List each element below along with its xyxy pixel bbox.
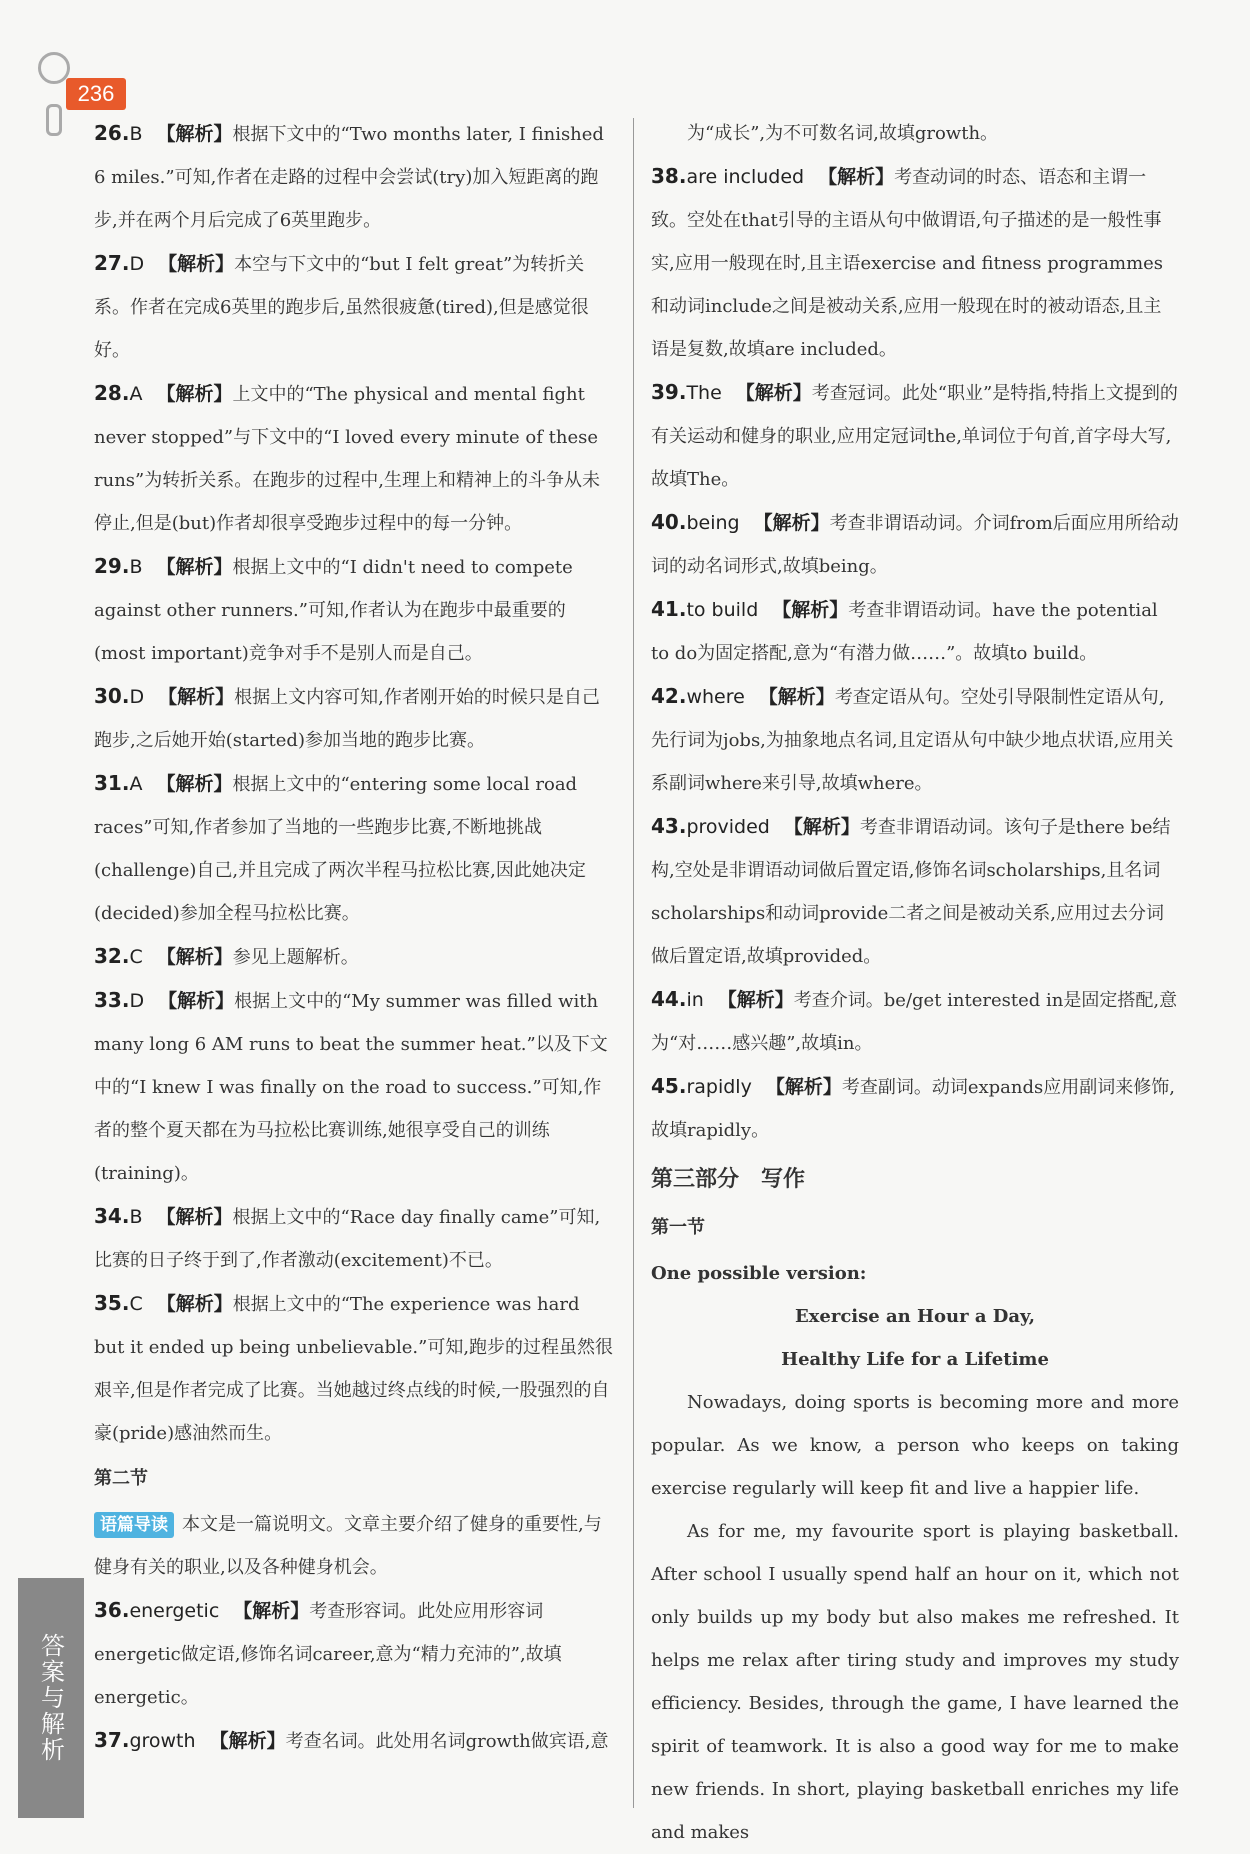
answer-value: D bbox=[129, 253, 145, 275]
analysis-text: 上文中的“The physical and mental fight never stopped”与下文中的“I loved every minute of these runs”为转折关系。在跑步的过程中,生理上和精神上的斗争从未停止,但是(but)作者却很享受跑步过程中的每一分钟。 bbox=[94, 384, 600, 534]
analysis-tag: 【解析】 bbox=[158, 253, 235, 275]
answer-value: C bbox=[129, 1293, 143, 1315]
answer-list bbox=[94, 112, 614, 1455]
answer-number: 27. bbox=[94, 251, 130, 275]
answer-value: are included bbox=[686, 166, 805, 188]
left-column bbox=[94, 112, 614, 1763]
analysis-text: 考查副词。动词expands应用副词来修饰,故填rapidly。 bbox=[651, 1077, 1175, 1141]
analysis-text: 根据上文中的“Race day finally came”可知,比赛的日子终于到了,作者激动(excitement)不已。 bbox=[94, 1207, 601, 1271]
answer-value: B bbox=[129, 1206, 143, 1228]
analysis-tag: 【解析】 bbox=[158, 686, 235, 708]
answer-number: 41. bbox=[651, 597, 687, 621]
reading-guide-badge: 语篇导读 bbox=[94, 1512, 174, 1538]
analysis-tag: 【解析】 bbox=[735, 382, 812, 404]
analysis-text: 考查名词。此处用名词growth做宾语,意 bbox=[285, 1731, 609, 1752]
analysis-text: 根据上文中的“The experience was hard but it ended up being unbelievable.”可知,跑步的过程虽然很艰辛,但是作者完成了比赛。当她越过终点线的时候,一股强烈的自豪(pride)感油然而生。 bbox=[94, 1294, 614, 1444]
answer-number: 26. bbox=[94, 121, 130, 145]
answer-number: 36. bbox=[94, 1598, 130, 1622]
analysis-tag: 【解析】 bbox=[717, 989, 794, 1011]
analysis-tag: 【解析】 bbox=[209, 1730, 286, 1752]
section-1-title: 第一节 bbox=[651, 1217, 705, 1238]
answer-number: 39. bbox=[651, 380, 687, 404]
analysis-tag: 【解析】 bbox=[156, 556, 233, 578]
answer-item bbox=[651, 371, 1179, 501]
answer-value: growth bbox=[129, 1730, 196, 1752]
answer-item bbox=[651, 805, 1179, 978]
answer-item bbox=[94, 762, 614, 935]
answer-item bbox=[94, 242, 614, 372]
analysis-tag: 【解析】 bbox=[765, 1076, 842, 1098]
analysis-text: 根据上文中的“I didn't need to compete against other runners.”可知,作者认为在跑步中最重要的(most important)竞争对手不是别人而是自己。 bbox=[94, 557, 573, 664]
analysis-text: 根据下文中的“Two months later, I finished 6 miles.”可知,作者在走路的过程中会尝试(try)加入短距离的跑步,并在两个月后完成了6英里跑步。 bbox=[94, 124, 604, 231]
answer-value: being bbox=[686, 512, 740, 534]
binder-clip-icon bbox=[46, 104, 62, 136]
answer-number: 32. bbox=[94, 944, 130, 968]
answer-item bbox=[94, 1589, 614, 1719]
answer-number: 42. bbox=[651, 684, 687, 708]
answer-value: D bbox=[129, 990, 145, 1012]
version-label: One possible version: bbox=[651, 1263, 867, 1284]
answer-number: 31. bbox=[94, 771, 130, 795]
answer-item bbox=[651, 675, 1179, 805]
analysis-tag: 【解析】 bbox=[783, 816, 860, 838]
answer-item bbox=[94, 979, 614, 1195]
analysis-tag: 【解析】 bbox=[156, 946, 233, 968]
continued-text: 为“成长”,为不可数名词,故填growth。 bbox=[687, 123, 999, 144]
answer-value: A bbox=[129, 383, 143, 405]
analysis-tag: 【解析】 bbox=[233, 1600, 310, 1622]
analysis-text: 考查介词。be/get interested in是固定搭配,意为“对……感兴趣”,故填in。 bbox=[651, 990, 1178, 1054]
analysis-text: 考查形容词。此处应用形容词energetic做定语,修饰名词career,意为“精力充沛的”,故填energetic。 bbox=[94, 1601, 562, 1708]
answer-item bbox=[94, 112, 614, 242]
answer-value: in bbox=[686, 989, 704, 1011]
answer-value: energetic bbox=[129, 1600, 220, 1622]
analysis-text: 考查非谓语动词。have the potential to do为固定搭配,意为“有潜力做……”。故填to build。 bbox=[651, 600, 1158, 664]
right-column bbox=[651, 112, 1179, 1854]
answer-value: to build bbox=[686, 599, 759, 621]
essay-title-line-1: Exercise an Hour a Day, bbox=[794, 1306, 1036, 1327]
essay-paragraph-1: Nowadays, doing sports is becoming more and more popular. As we know, a person who keeps on taking exercise regularly will keep fit and live a happier life. bbox=[651, 1392, 1179, 1499]
answer-number: 30. bbox=[94, 684, 130, 708]
analysis-text: 考查非谓语动词。介词from后面应用所给动词的动名词形式,故填being。 bbox=[651, 513, 1179, 577]
answer-value: B bbox=[129, 123, 143, 145]
essay-paragraph-2: As for me, my favourite sport is playing basketball. After school I usually spend half an hour on it, which not only builds up my body but also makes me refreshed. It helps me relax after tiring study and improves my study efficiency. Besides, through the game, I have learned the spirit of teamwork. It is also a good way for me to make new friends. In short, playing basketball enriches my life and makes bbox=[651, 1521, 1179, 1843]
analysis-text: 根据上文内容可知,作者刚开始的时候只是自己跑步,之后她开始(started)参加当地的跑步比赛。 bbox=[94, 687, 600, 751]
answer-list-3 bbox=[651, 155, 1179, 1152]
answer-number: 37. bbox=[94, 1728, 130, 1752]
answer-number: 34. bbox=[94, 1204, 130, 1228]
answer-list-2 bbox=[94, 1589, 614, 1763]
side-tab-answers: 答案与解析 bbox=[18, 1578, 84, 1818]
answer-number: 28. bbox=[94, 381, 130, 405]
analysis-tag: 【解析】 bbox=[772, 599, 849, 621]
answer-value: rapidly bbox=[686, 1076, 752, 1098]
answer-value: D bbox=[129, 686, 145, 708]
analysis-tag: 【解析】 bbox=[156, 1206, 233, 1228]
answer-value: where bbox=[686, 686, 745, 708]
essay-title-line-2: Healthy Life for a Lifetime bbox=[781, 1349, 1049, 1370]
answer-item bbox=[94, 545, 614, 675]
analysis-tag: 【解析】 bbox=[156, 773, 233, 795]
analysis-text: 考查冠词。此处“职业”是特指,特指上文提到的有关运动和健身的职业,应用定冠词the,单词位于句首,首字母大写,故填The。 bbox=[651, 383, 1178, 490]
analysis-tag: 【解析】 bbox=[753, 512, 830, 534]
part-3-title: 第三部分 写作 bbox=[651, 1167, 806, 1192]
answer-number: 45. bbox=[651, 1074, 687, 1098]
page-number: 236 bbox=[66, 78, 126, 110]
answer-number: 40. bbox=[651, 510, 687, 534]
answer-item bbox=[94, 935, 614, 979]
answer-number: 29. bbox=[94, 554, 130, 578]
answer-number: 43. bbox=[651, 814, 687, 838]
analysis-text: 考查动词的时态、语态和主谓一致。空处在that引导的主语从句中做谓语,句子描述的是一般性事实,应用一般现在时,且主语exercise and fitness programmes和动词include之间是被动关系,应用一般现在时的被动语态,且主语是复数,故填are included。 bbox=[651, 167, 1164, 360]
answer-value: provided bbox=[686, 816, 770, 838]
answer-item bbox=[94, 1195, 614, 1282]
answer-value: A bbox=[129, 773, 143, 795]
answer-number: 38. bbox=[651, 164, 687, 188]
section-2-title: 第二节 bbox=[94, 1468, 148, 1489]
answer-number: 44. bbox=[651, 987, 687, 1011]
answer-value: B bbox=[129, 556, 143, 578]
analysis-tag: 【解析】 bbox=[156, 123, 233, 145]
analysis-tag: 【解析】 bbox=[156, 1293, 233, 1315]
answer-item bbox=[94, 1719, 614, 1763]
column-divider bbox=[633, 118, 634, 1808]
answer-number: 33. bbox=[94, 988, 130, 1012]
analysis-text: 根据上文中的“entering some local road races”可知,作者参加了当地的一些跑步比赛,不断地挑战(challenge)自己,并且完成了两次半程马拉松比赛,因此她决定(decided)参加全程马拉松比赛。 bbox=[94, 774, 586, 924]
answer-item bbox=[651, 501, 1179, 588]
analysis-text: 本空与下文中的“but I felt great”为转折关系。作者在完成6英里的跑步后,虽然很疲惫(tired),但是感觉很好。 bbox=[94, 254, 589, 361]
analysis-text: 考查定语从句。空处引导限制性定语从句,先行词为jobs,为抽象地点名词,且定语从句中缺少地点状语,应用关系副词where来引导,故填where。 bbox=[651, 687, 1174, 794]
analysis-text: 考查非谓语动词。该句子是there be结构,空处是非谓语动词做后置定语,修饰名词scholarships,且名词scholarships和动词provide二者之间是被动关系,应用过去分词做后置定语,故填provided。 bbox=[651, 817, 1171, 967]
answer-number: 35. bbox=[94, 1291, 130, 1315]
answer-item bbox=[651, 155, 1179, 371]
answer-item bbox=[651, 588, 1179, 675]
analysis-tag: 【解析】 bbox=[758, 686, 835, 708]
answer-item bbox=[94, 675, 614, 762]
answer-item bbox=[651, 978, 1179, 1065]
answer-item bbox=[94, 372, 614, 545]
analysis-text: 参见上题解析。 bbox=[232, 947, 359, 968]
analysis-tag: 【解析】 bbox=[818, 166, 895, 188]
reading-guide-text: 本文是一篇说明文。文章主要介绍了健身的重要性,与健身有关的职业,以及各种健身机会。 bbox=[94, 1514, 602, 1578]
answer-value: C bbox=[129, 946, 143, 968]
answer-item bbox=[651, 1065, 1179, 1152]
answer-item bbox=[94, 1282, 614, 1455]
answer-value: The bbox=[686, 382, 722, 404]
analysis-tag: 【解析】 bbox=[156, 383, 233, 405]
analysis-text: 根据上文中的“My summer was filled with many long 6 AM runs to beat the summer heat.”以及下文中的“I knew I was finally on the road to success.”可知,作者的整个夏天都在为马拉松比赛训练,她很享受自己的训练(training)。 bbox=[94, 991, 608, 1184]
reading-guide bbox=[94, 1503, 614, 1589]
analysis-tag: 【解析】 bbox=[158, 990, 235, 1012]
